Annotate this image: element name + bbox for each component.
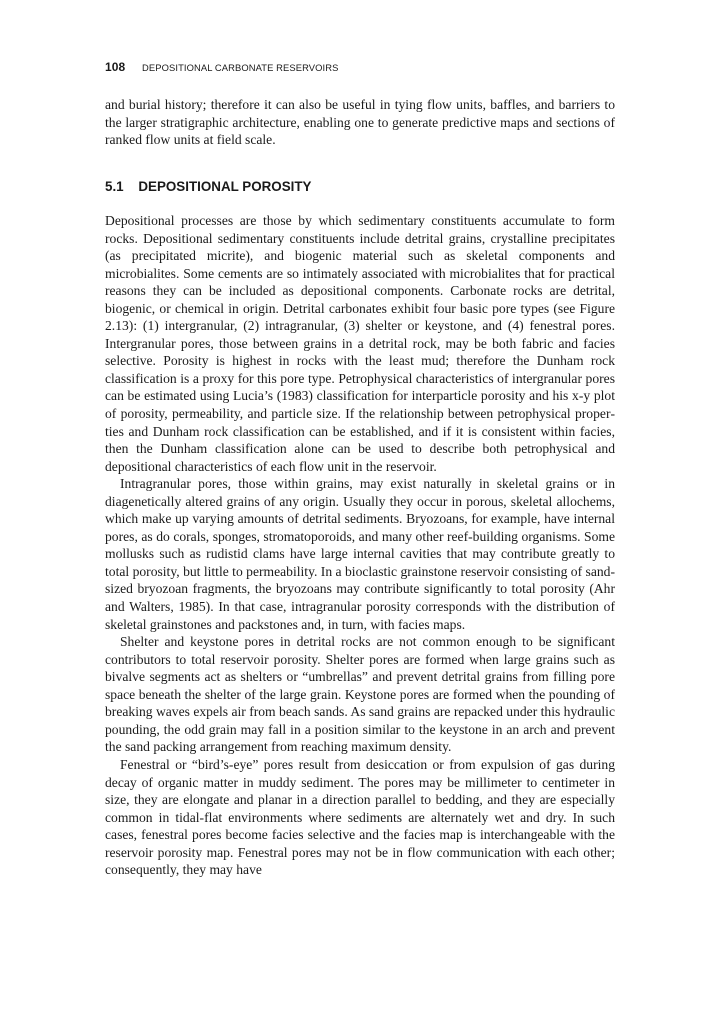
paragraph: Fenestral or “bird’s-eye” pores result from desiccation or from expulsion of gas during decay of organic matter in muddy sediment. The pores may be millimeter to centimeter in size, they are elongate and planar in a direction parallel to bedding, and they are especially common in tidal-flat environments where sediments are alternately wet and dry. In such cases, fenestral pores become facies selective and the facies map is interchangeable with the reservoir porosity map. Fenestral pores may not be in flow communication with each other; consequently, they may have xyxy=(105,756,615,878)
paragraph: Depositional processes are those by which sedimentary constituents accumulate to form rocks. Depositional sedimentary constituents include detrital grains, crystalline precipitates (as precipitated micrite), and biogenic material such as skeletal components and microbialites. Some cements are so intimately associated with microbialites that for practical reasons they can be included as depositional components. Carbonate rocks are detrital, biogenic, or chemical in origin. Detrital carbonates exhibit four basic pore types (see Figure 2.13): (1) intergranular, (2) intragranular, (3) shelter or keystone, and (4) fenestral pores. Intergranular pores, those between grains in a detrital rock, may be both fabric and facies selective. Porosity is highest in rocks with the least mud; therefore the Dunham rock classification is a proxy for this pore type. Petrophysical characteristics of intergranular pores can be estimated using Lucia’s (1983) classification for interparticle porosity and his x-y plot of porosity, permeability, and particle size. If the relationship between petrophysical properties and Dunham rock classification can be established, and if it is consistent within facies, then the Dunham classification alone can be used to describe both petrophysical and depositional characteristics of each flow unit in the reservoir. xyxy=(105,213,615,474)
paragraph: Shelter and keystone pores in detrital rocks are not common enough to be significant contributors to total reservoir porosity. Shelter pores are formed when large grains such as bivalve segments act as shelters or “umbrellas” and prevent detrital grains from filling pore space beneath the shelter of the large grain. Keystone pores are formed when the pounding of breaking waves expels air from beach sands. As sand grains are repacked under this hydraulic pounding, the odd grain may fall in a position similar to the keystone in an arch and prevent the sand packing arrangement from reaching maximum density. xyxy=(105,634,615,755)
section-title: DEPOSITIONAL POROSITY xyxy=(138,179,312,194)
paragraph: Intragranular pores, those within grains, may exist naturally in skeletal grains or in diagenetically altered grains of any origin. Usually they occur in porous, skeletal allochems, which make up varying amounts of detrital sediments. Bryozoans, for example, have internal pores, as do corals, sponges, stromatoporoids, and many other reef-building organisms. Some mollusks such as rudistid clams have large internal cavities that may contribute greatly to total porosity, but little to permeability. In a bioclastic grainstone reservoir consisting of sand-sized bryozoan fragments, the bryozoans may contribute significantly to total porosity (Ahr and Walters, 1985). In that case, intragranular porosity corresponds with the distribution of skeletal grainstones and packstones and, in turn, with facies maps. xyxy=(105,476,615,632)
section-number: 5.1 xyxy=(105,179,124,194)
running-title: DEPOSITIONAL CARBONATE RESERVOIRS xyxy=(142,62,339,73)
intro-paragraph: and burial history; therefore it can also be useful in tying flow units, baffles, and barriers to the larger stratigraphic architecture, enabling one to generate predictive maps and sections of ranked flow units at field scale. xyxy=(105,97,615,148)
page-number: 108 xyxy=(105,60,126,74)
section-body xyxy=(105,212,615,879)
running-head xyxy=(105,60,338,74)
section-heading xyxy=(105,179,311,194)
intro-block xyxy=(105,96,615,149)
